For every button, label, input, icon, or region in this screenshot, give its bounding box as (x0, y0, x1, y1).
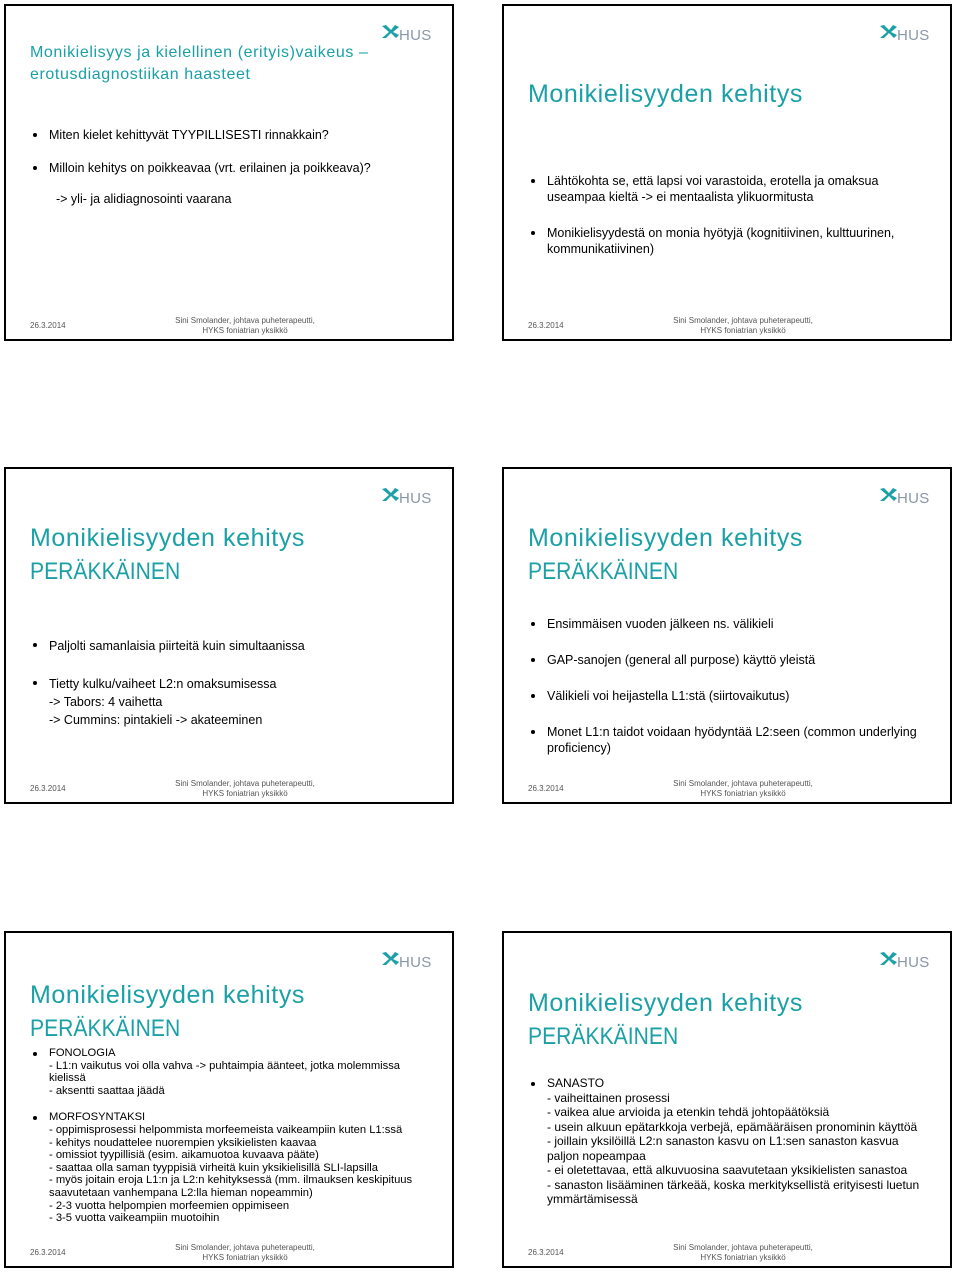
bullet-item: Miten kielet kehittyvät TYYPILLISESTI rinnakkain? (30, 127, 434, 144)
hus-cross-logo-icon (878, 486, 898, 504)
footer-author: Sini Smolander, johtava puheterapeutti, HYKS foniatrian yksikkö (175, 1243, 315, 1262)
footer-author: Sini Smolander, johtava puheterapeutti, HYKS foniatrian yksikkö (175, 316, 315, 335)
slide-content (528, 1076, 932, 1207)
sub-item: -> Tabors: 4 vaihetta (49, 695, 163, 709)
hus-logo (878, 484, 934, 512)
bullet-item: Välikieli voi heijastella L1:stä (siirtovaikutus) (528, 688, 932, 704)
slide-5 (4, 931, 454, 1268)
slide-title (30, 979, 305, 1045)
bullet-item: Lähtökohta se, että lapsi voi varastoida, erotella ja omaksua useampaa kieltä -> ei mentaalista ylikuormitusta (528, 173, 932, 205)
sub-item: - joillain yksilöillä L2:n sanaston kasvu on L1:sen sanaston kasvua paljon nopeampaa (547, 1134, 899, 1163)
sub-item: - ei oletettavaa, että alkuvuosina saavutetaan yksikielisten sanastoa (547, 1163, 908, 1177)
slide-4 (502, 467, 952, 804)
title-line-2: erotusdiagnostiikan haasteet (30, 66, 251, 83)
title-line-2: PERÄKKÄINEN (528, 558, 679, 585)
sub-item: - vaikea alue arvioida ja etenkin tehdä johtopäätöksiä (547, 1105, 830, 1119)
slide-content (528, 173, 932, 257)
logo-text: HUS (897, 954, 930, 971)
sub-item: -> Cummins: pintakieli -> akateeminen (49, 713, 263, 727)
slide-content (30, 127, 434, 208)
footer-date: 26.3.2014 (30, 784, 66, 793)
logo-text: HUS (399, 27, 432, 44)
logo-text: HUS (897, 27, 930, 44)
hus-logo (878, 948, 934, 976)
title-line-1: Monikielisyyden kehitys (528, 524, 804, 552)
bullet-item: Paljolti samanlaisia piirteitä kuin simultaanissa (30, 637, 434, 655)
footer-date: 26.3.2014 (528, 784, 564, 793)
sub-item: - 2-3 vuotta helpompien morfeemien oppimiseen (49, 1199, 290, 1212)
slide-title (528, 522, 803, 588)
footer-date: 26.3.2014 (528, 1248, 564, 1257)
title-line-1: Monikielisyyden kehitys (30, 524, 306, 552)
hus-cross-logo-icon (380, 950, 400, 968)
footer-author: Sini Smolander, johtava puheterapeutti, HYKS foniatrian yksikkö (175, 779, 315, 798)
logo-text: HUS (897, 490, 930, 507)
bullet-item: MORFOSYNTAKSI (30, 1111, 434, 1124)
slide-3 (4, 467, 454, 804)
hus-cross-logo-icon (878, 950, 898, 968)
bullet-item: SANASTO (528, 1076, 932, 1091)
sub-item: - myös joitain eroja L1:n ja L2:n kehityksessä (mm. ilmauksen keskipituus saavutetaan vanhempana L2:lla hieman nopeammin) (49, 1174, 413, 1199)
bullet-item: FONOLOGIA (30, 1047, 434, 1060)
slide-title (528, 987, 803, 1053)
bullet-item: Milloin kehitys on poikkeavaa (vrt. erilainen ja poikkeava)? (30, 160, 434, 177)
hus-cross-logo-icon (878, 23, 898, 41)
hus-logo (380, 21, 436, 49)
slide-content (528, 616, 932, 756)
hus-cross-logo-icon (380, 486, 400, 504)
sub-item: - aksentti saattaa jäädä (49, 1084, 165, 1097)
title-line-1: Monikielisyyden kehitys (30, 981, 306, 1009)
title-line-1: Monikielisyyden kehitys (528, 989, 804, 1017)
slide-2 (502, 4, 952, 341)
title-line-1: Monikielisyyden kehitys (528, 80, 804, 108)
sub-item: - kehitys noudattelee nuorempien yksikielisten kaavaa (49, 1136, 317, 1149)
hus-logo (380, 484, 436, 512)
footer-author: Sini Smolander, johtava puheterapeutti, HYKS foniatrian yksikkö (673, 316, 813, 335)
title-line-1: Monikielisyys ja kielellinen (erityis)vaikeus – (30, 44, 369, 61)
logo-text: HUS (399, 490, 432, 507)
bullet-item: Monet L1:n taidot voidaan hyödyntää L2:seen (common underlying proficiency) (528, 724, 932, 756)
sub-item: - L1:n vaikutus voi olla vahva -> puhtaimpia äänteet, jotka molemmissa kielissä (49, 1059, 401, 1085)
logo-text: HUS (399, 954, 432, 971)
hus-logo (878, 21, 934, 49)
bullet-item: GAP-sanojen (general all purpose) käyttö yleistä (528, 652, 932, 668)
slide-content (30, 1047, 434, 1225)
sub-item: - vaiheittainen prosessi (547, 1090, 670, 1105)
title-line-2: PERÄKKÄINEN (528, 1023, 679, 1050)
slide-title (30, 522, 305, 588)
bullet-item: Monikielisyydestä on monia hyötyjä (kognitiivinen, kulttuurinen, kommunikatiivinen) (528, 225, 932, 257)
footer-date: 26.3.2014 (30, 321, 66, 330)
footer-author: Sini Smolander, johtava puheterapeutti, HYKS foniatrian yksikkö (673, 779, 813, 798)
slide-title (528, 78, 803, 111)
footer-date: 26.3.2014 (30, 1248, 66, 1257)
slide-content (30, 637, 434, 729)
bullet-item: Tietty kulku/vaiheet L2:n omaksumisessa (30, 675, 434, 693)
hus-logo (380, 948, 436, 976)
footer-author: Sini Smolander, johtava puheterapeutti, HYKS foniatrian yksikkö (673, 1243, 813, 1262)
sub-item: - usein alkuun epätarkkoja verbejä, epämääräisen pronominin käyttöä (547, 1119, 918, 1134)
sub-item: - sanaston lisääminen tärkeää, koska merkityksellistä erityisesti luetun ymmärtämisessä (547, 1177, 920, 1206)
title-line-2: PERÄKKÄINEN (30, 1015, 181, 1042)
slide-1 (4, 4, 454, 341)
sub-item: -> yli- ja alidiagnosointi vaarana (56, 192, 232, 206)
bullet-item: Ensimmäisen vuoden jälkeen ns. välikieli (528, 616, 932, 632)
hus-cross-logo-icon (380, 23, 400, 41)
sub-item: - 3-5 vuotta vaikeampiin muotoihin (49, 1212, 220, 1225)
sub-item: - omissiot tyypillisiä (esim. aikamuotoa kuvaava pääte) (49, 1149, 319, 1162)
slide-title (30, 42, 369, 86)
sub-item: - saattaa olla saman tyyppisiä virheitä kuin yksikielisillä SLI-lapsilla (49, 1161, 378, 1174)
footer-date: 26.3.2014 (528, 321, 564, 330)
sub-item: - oppimisprosessi helpommista morfeemeista vaikeampiin kuten L1:ssä (49, 1123, 403, 1136)
slide-6 (502, 931, 952, 1268)
title-line-2: PERÄKKÄINEN (30, 558, 181, 585)
